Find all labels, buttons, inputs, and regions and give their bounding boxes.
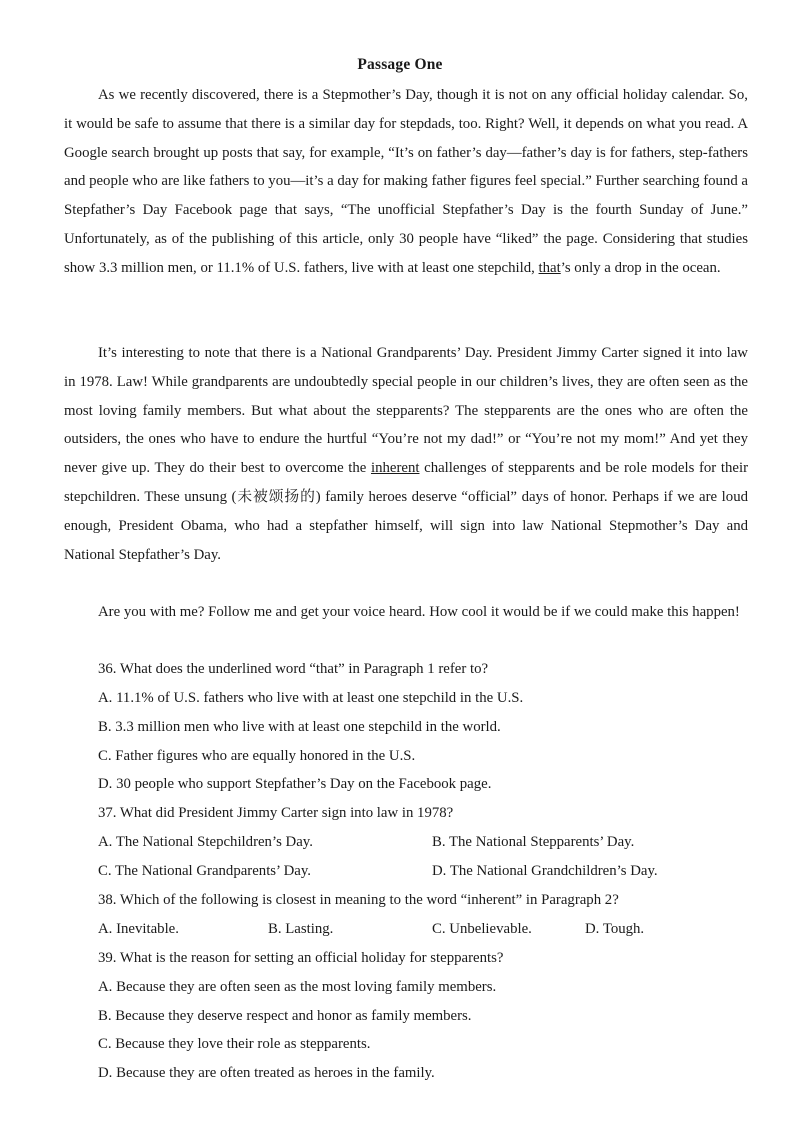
question-39-option-c: C. Because they love their role as stepparents. — [98, 1036, 371, 1052]
question-39-option-d: D. Because they are often treated as heroes in the family. — [98, 1065, 435, 1081]
p1-text-before: As we recently discovered, there is a Stepmother’s Day, though it is not on any official holiday calendar. So, it would be safe to assume that there is a similar day for stepdads, too. Right? Well, it depends on what you read. A Google search brought up posts that say, for example, “It’s on father’s day—father’s day is for fathers, step-fathers and people who are like fathers to you—it’s a day for making father figures feel special.” Further searching found a Stepfather’s Day Facebook page that says, “The unofficial Stepfather’s Day is the fourth Sunday of June.” Unfortunately, as of the publishing of this article, only 30 people have “liked” the page. Considering that studies show 3.3 million men, or 11.1% of U.S. fathers, live with at least one stepchild, — [64, 87, 748, 276]
question-37-stem: 37. What did President Jimmy Carter sign into law in 1978? — [98, 805, 454, 821]
question-37-option-c: C. The National Grandparents’ Day. — [98, 863, 311, 879]
paragraph-2 — [64, 339, 748, 569]
question-39-option-b: B. Because they deserve respect and honor as family members. — [98, 1008, 472, 1024]
p2-text-before: It’s interesting to note that there is a National Grandparents’ Day. President Jimmy Carter signed it into law in 1978. Law! While grandparents are undoubtedly special people in our children’s lives, they are often seen as the most loving family members. But what about the stepparents? The stepparents are the ones who are often the outsiders, the ones who have to endure the hurtful “You’re not my dad!” or “You’re not my mom!” And yet they never give up. They do their best to overcome the — [64, 345, 748, 477]
question-39-stem: 39. What is the reason for setting an official holiday for stepparents? — [98, 950, 504, 966]
question-36-option-a: A. 11.1% of U.S. fathers who live with at least one stepchild in the U.S. — [98, 690, 524, 706]
question-38-option-a: A. Inevitable. — [98, 921, 179, 937]
paragraph-1 — [64, 81, 748, 283]
question-36-option-d: D. 30 people who support Stepfather’s Day on the Facebook page. — [98, 776, 492, 792]
question-38-option-b: B. Lasting. — [268, 921, 334, 937]
paragraph-3 — [64, 598, 748, 627]
question-38-option-c: C. Unbelievable. — [432, 921, 532, 937]
question-37-option-d: D. The National Grandchildren’s Day. — [432, 863, 658, 879]
p3-text: Are you with me? Follow me and get your voice heard. How cool it would be if we could make this happen! — [98, 604, 740, 620]
question-39-option-a: A. Because they are often seen as the most loving family members. — [98, 979, 497, 995]
question-36-option-c: C. Father figures who are equally honored in the U.S. — [98, 748, 416, 764]
p2-text-after: challenges of stepparents and be role models for their stepchildren. These unsung (未被颂扬的) family heroes deserve “official” days of honor. Perhaps if we are loud enough, President Obama, who had a stepfather himself, will sign into law National Stepmother’s Day and National Stepfather’s Day. — [64, 460, 748, 563]
question-38-stem: 38. Which of the following is closest in meaning to the word “inherent” in Paragraph 2? — [98, 892, 619, 908]
passage-title: Passage One — [357, 56, 443, 73]
question-36-stem: 36. What does the underlined word “that” in Paragraph 1 refer to? — [98, 661, 489, 677]
p1-text-after: ’s only a drop in the ocean. — [560, 259, 721, 276]
question-37-option-a: A. The National Stepchildren’s Day. — [98, 834, 313, 850]
underlined-word-inherent: inherent — [371, 460, 420, 477]
question-38-option-d: D. Tough. — [585, 921, 645, 937]
question-36-option-b: B. 3.3 million men who live with at least one stepchild in the world. — [98, 719, 501, 735]
question-37-option-b: B. The National Stepparents’ Day. — [432, 834, 635, 850]
underlined-word-that: that — [538, 259, 561, 276]
